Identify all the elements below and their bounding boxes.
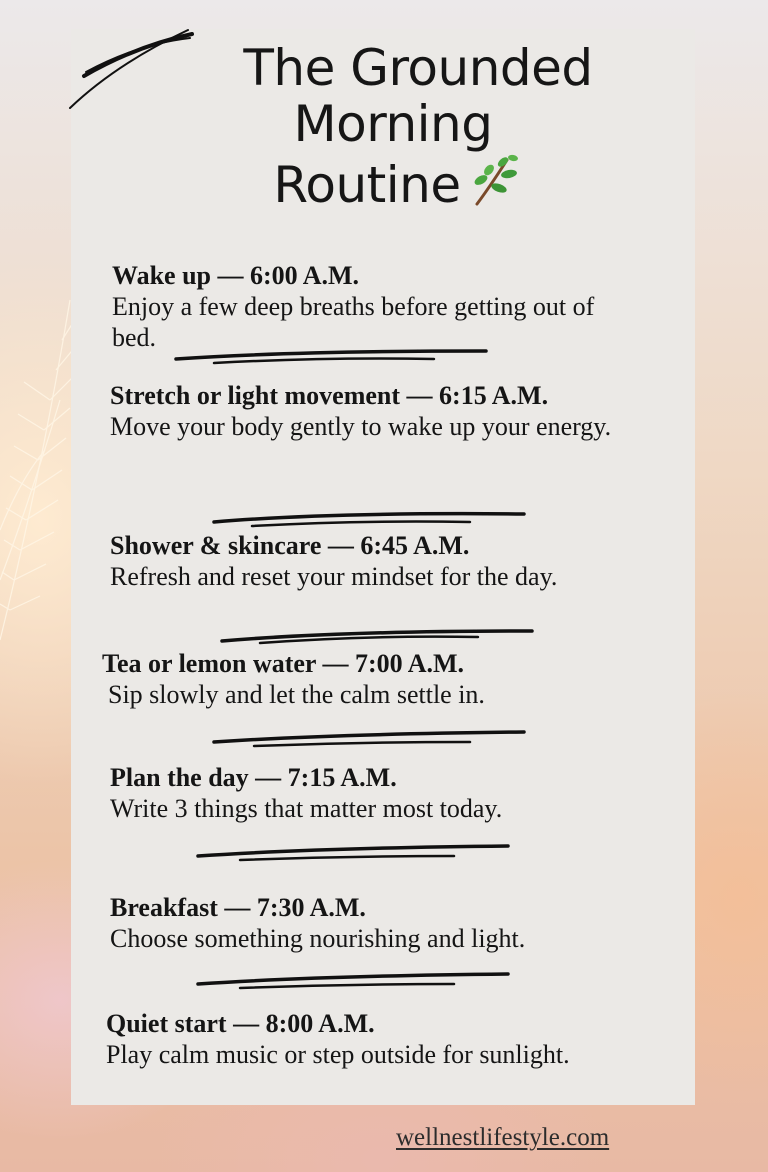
routine-item-heading: Quiet start — 8:00 A.M.	[106, 1009, 375, 1038]
routine-item-tea	[102, 648, 662, 710]
brush-divider	[212, 728, 528, 748]
routine-item-description: Write 3 things that matter most today.	[110, 794, 503, 823]
routine-item-description: Sip slowly and let the calm settle in.	[108, 680, 485, 709]
routine-item-plan	[110, 762, 670, 824]
routine-item-breakfast	[110, 892, 670, 954]
routine-item-description: Move your body gently to wake up your energy.	[110, 412, 612, 441]
routine-item-description: Enjoy a few deep breaths before getting out of bed.	[112, 292, 595, 352]
page-title	[71, 40, 695, 213]
title-line-2: Morning	[293, 95, 493, 153]
brush-divider	[196, 970, 512, 990]
routine-item-description: Play calm music or step outside for sunlight.	[106, 1040, 570, 1069]
routine-item-shower	[110, 530, 670, 592]
brush-divider	[220, 625, 536, 645]
routine-item-wake-up	[112, 260, 672, 353]
routine-item-heading: Wake up — 6:00 A.M.	[112, 261, 360, 290]
routine-item-heading: Shower & skincare — 6:45 A.M.	[110, 531, 470, 560]
routine-item-heading: Plan the day — 7:15 A.M.	[110, 763, 397, 792]
leafy-sprig-icon	[467, 152, 523, 208]
brush-divider	[212, 508, 528, 528]
routine-item-heading: Stretch or light movement — 6:15 A.M.	[110, 381, 549, 410]
website-link[interactable]: wellnestlifestyle.com	[396, 1124, 610, 1151]
routine-item-description: Choose something nourishing and light.	[110, 924, 526, 953]
routine-item-description: Refresh and reset your mindset for the day.	[110, 562, 558, 591]
brush-divider	[174, 345, 490, 365]
title-line-1: The Grounded	[243, 39, 593, 97]
title-line-3-text: Routine	[273, 156, 461, 214]
routine-item-heading: Tea or lemon water — 7:00 A.M.	[102, 649, 465, 678]
title-line-3	[71, 152, 695, 213]
routine-item-heading: Breakfast — 7:30 A.M.	[110, 893, 366, 922]
routine-item-stretch	[110, 380, 670, 442]
brush-divider	[196, 842, 512, 862]
routine-item-quiet-start	[106, 1008, 666, 1070]
grass-plume-decoration	[0, 280, 80, 660]
